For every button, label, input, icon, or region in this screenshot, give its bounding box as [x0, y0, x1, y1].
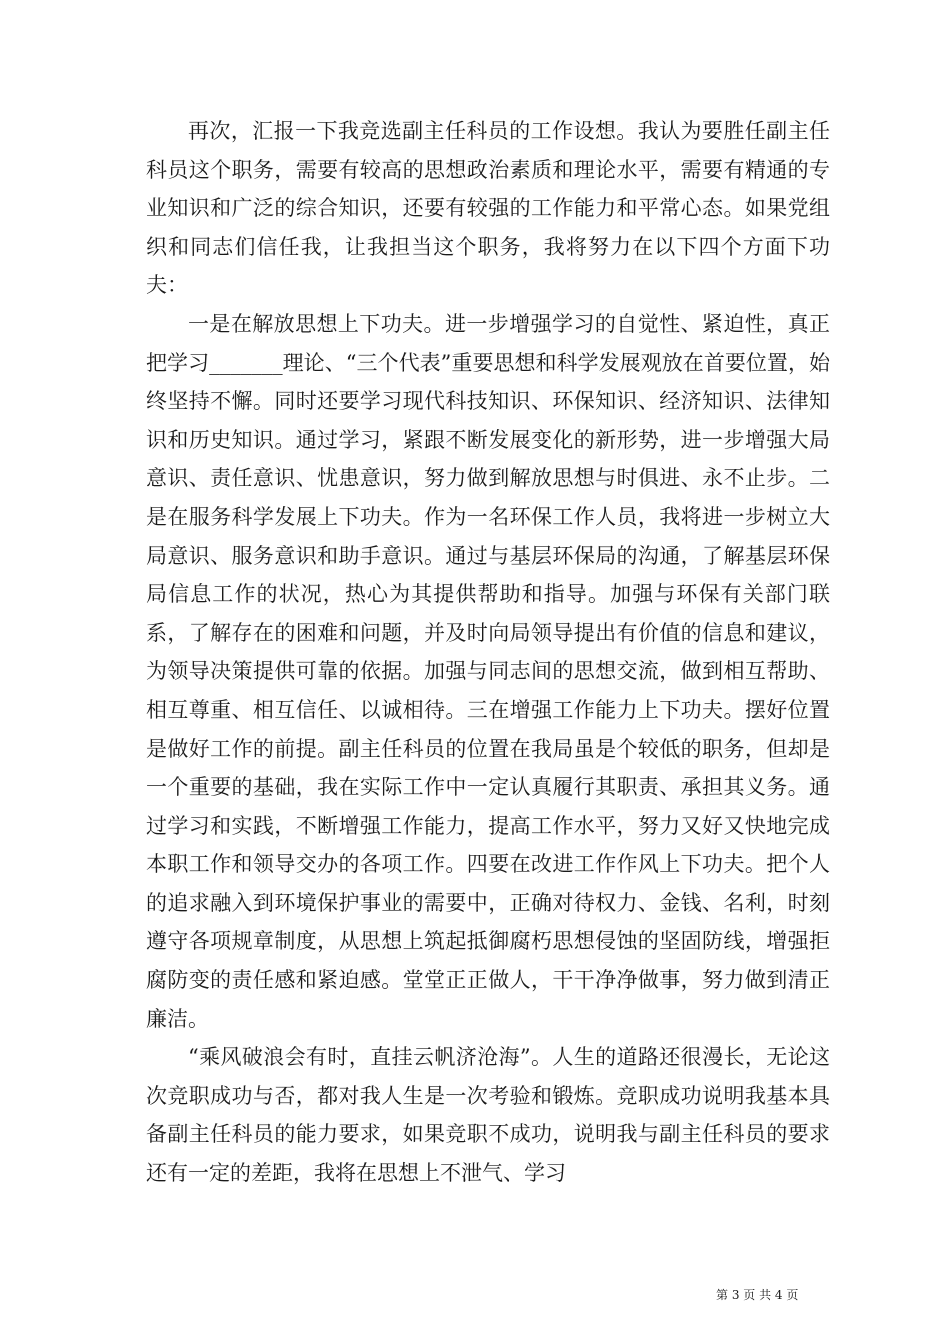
page-number-footer: 第 3 页 共 4 页 [716, 1288, 799, 1302]
document-body [146, 112, 830, 1193]
paragraph-four-aspects: 一是在解放思想上下功夫。进一步增强学习的自觉性、紧迫性，真正把学习_______理论、“三个代表”重要思想和科学发展观放在首要位置，始终坚持不懈。同时还要学习现代科技知识、环保知识、经济知识、法律知识和历史知识。通过学习，紧跟不断发展变化的新形势，进一步增强大局意识、责任意识、忧患意识，努力做到解放思想与时俱进、永不止步。二是在服务科学发展上下功夫。作为一名环保工作人员，我将进一步树立大局意识、服务意识和助手意识。通过与基层环保局的沟通，了解基层环保局信息工作的状况，热心为其提供帮助和指导。加强与环保有关部门联系，了解存在的困难和问题，并及时向局领导提出有价值的信息和建议，为领导决策提供可靠的依据。加强与同志间的思想交流，做到相互帮助、相互尊重、相互信任、以诚相待。三在增强工作能力上下功夫。摆好位置是做好工作的前提。副主任科员的位置在我局虽是个较低的职务，但却是一个重要的基础，我在实际工作中一定认真履行其职责、承担其义务。通过学习和实践，不断增强工作能力，提高工作水平，努力又好又快地完成本职工作和领导交办的各项工作。四要在改进工作作风上下功夫。把个人的追求融入到环境保护事业的需要中，正确对待权力、金钱、名利，时刻遵守各项规章制度，从思想上筑起抵御腐朽思想侵蚀的坚固防线，增强拒腐防变的责任感和紧迫感。堂堂正正做人，干干净净做事，努力做到清正廉洁。 [146, 311, 830, 1031]
paragraph-work-plan-intro: 再次，汇报一下我竞选副主任科员的工作设想。我认为要胜任副主任科员这个职务，需要有较高的思想政治素质和理论水平，需要有精通的专业知识和广泛的综合知识，还要有较强的工作能力和平常心态。如果党组织和同志们信任我，让我担当这个职务，我将努力在以下四个方面下功夫： [146, 119, 830, 298]
paragraph-closing: “乘风破浪会有时，直挂云帆济沧海”。人生的道路还很漫长，无论这次竞职成功与否，都对我人生是一次考验和锻炼。竞职成功说明我基本具备副主任科员的能力要求，如果竞职不成功，说明我与副主任科员的要求还有一定的差距，我将在思想上不泄气、学习 [146, 1045, 830, 1186]
